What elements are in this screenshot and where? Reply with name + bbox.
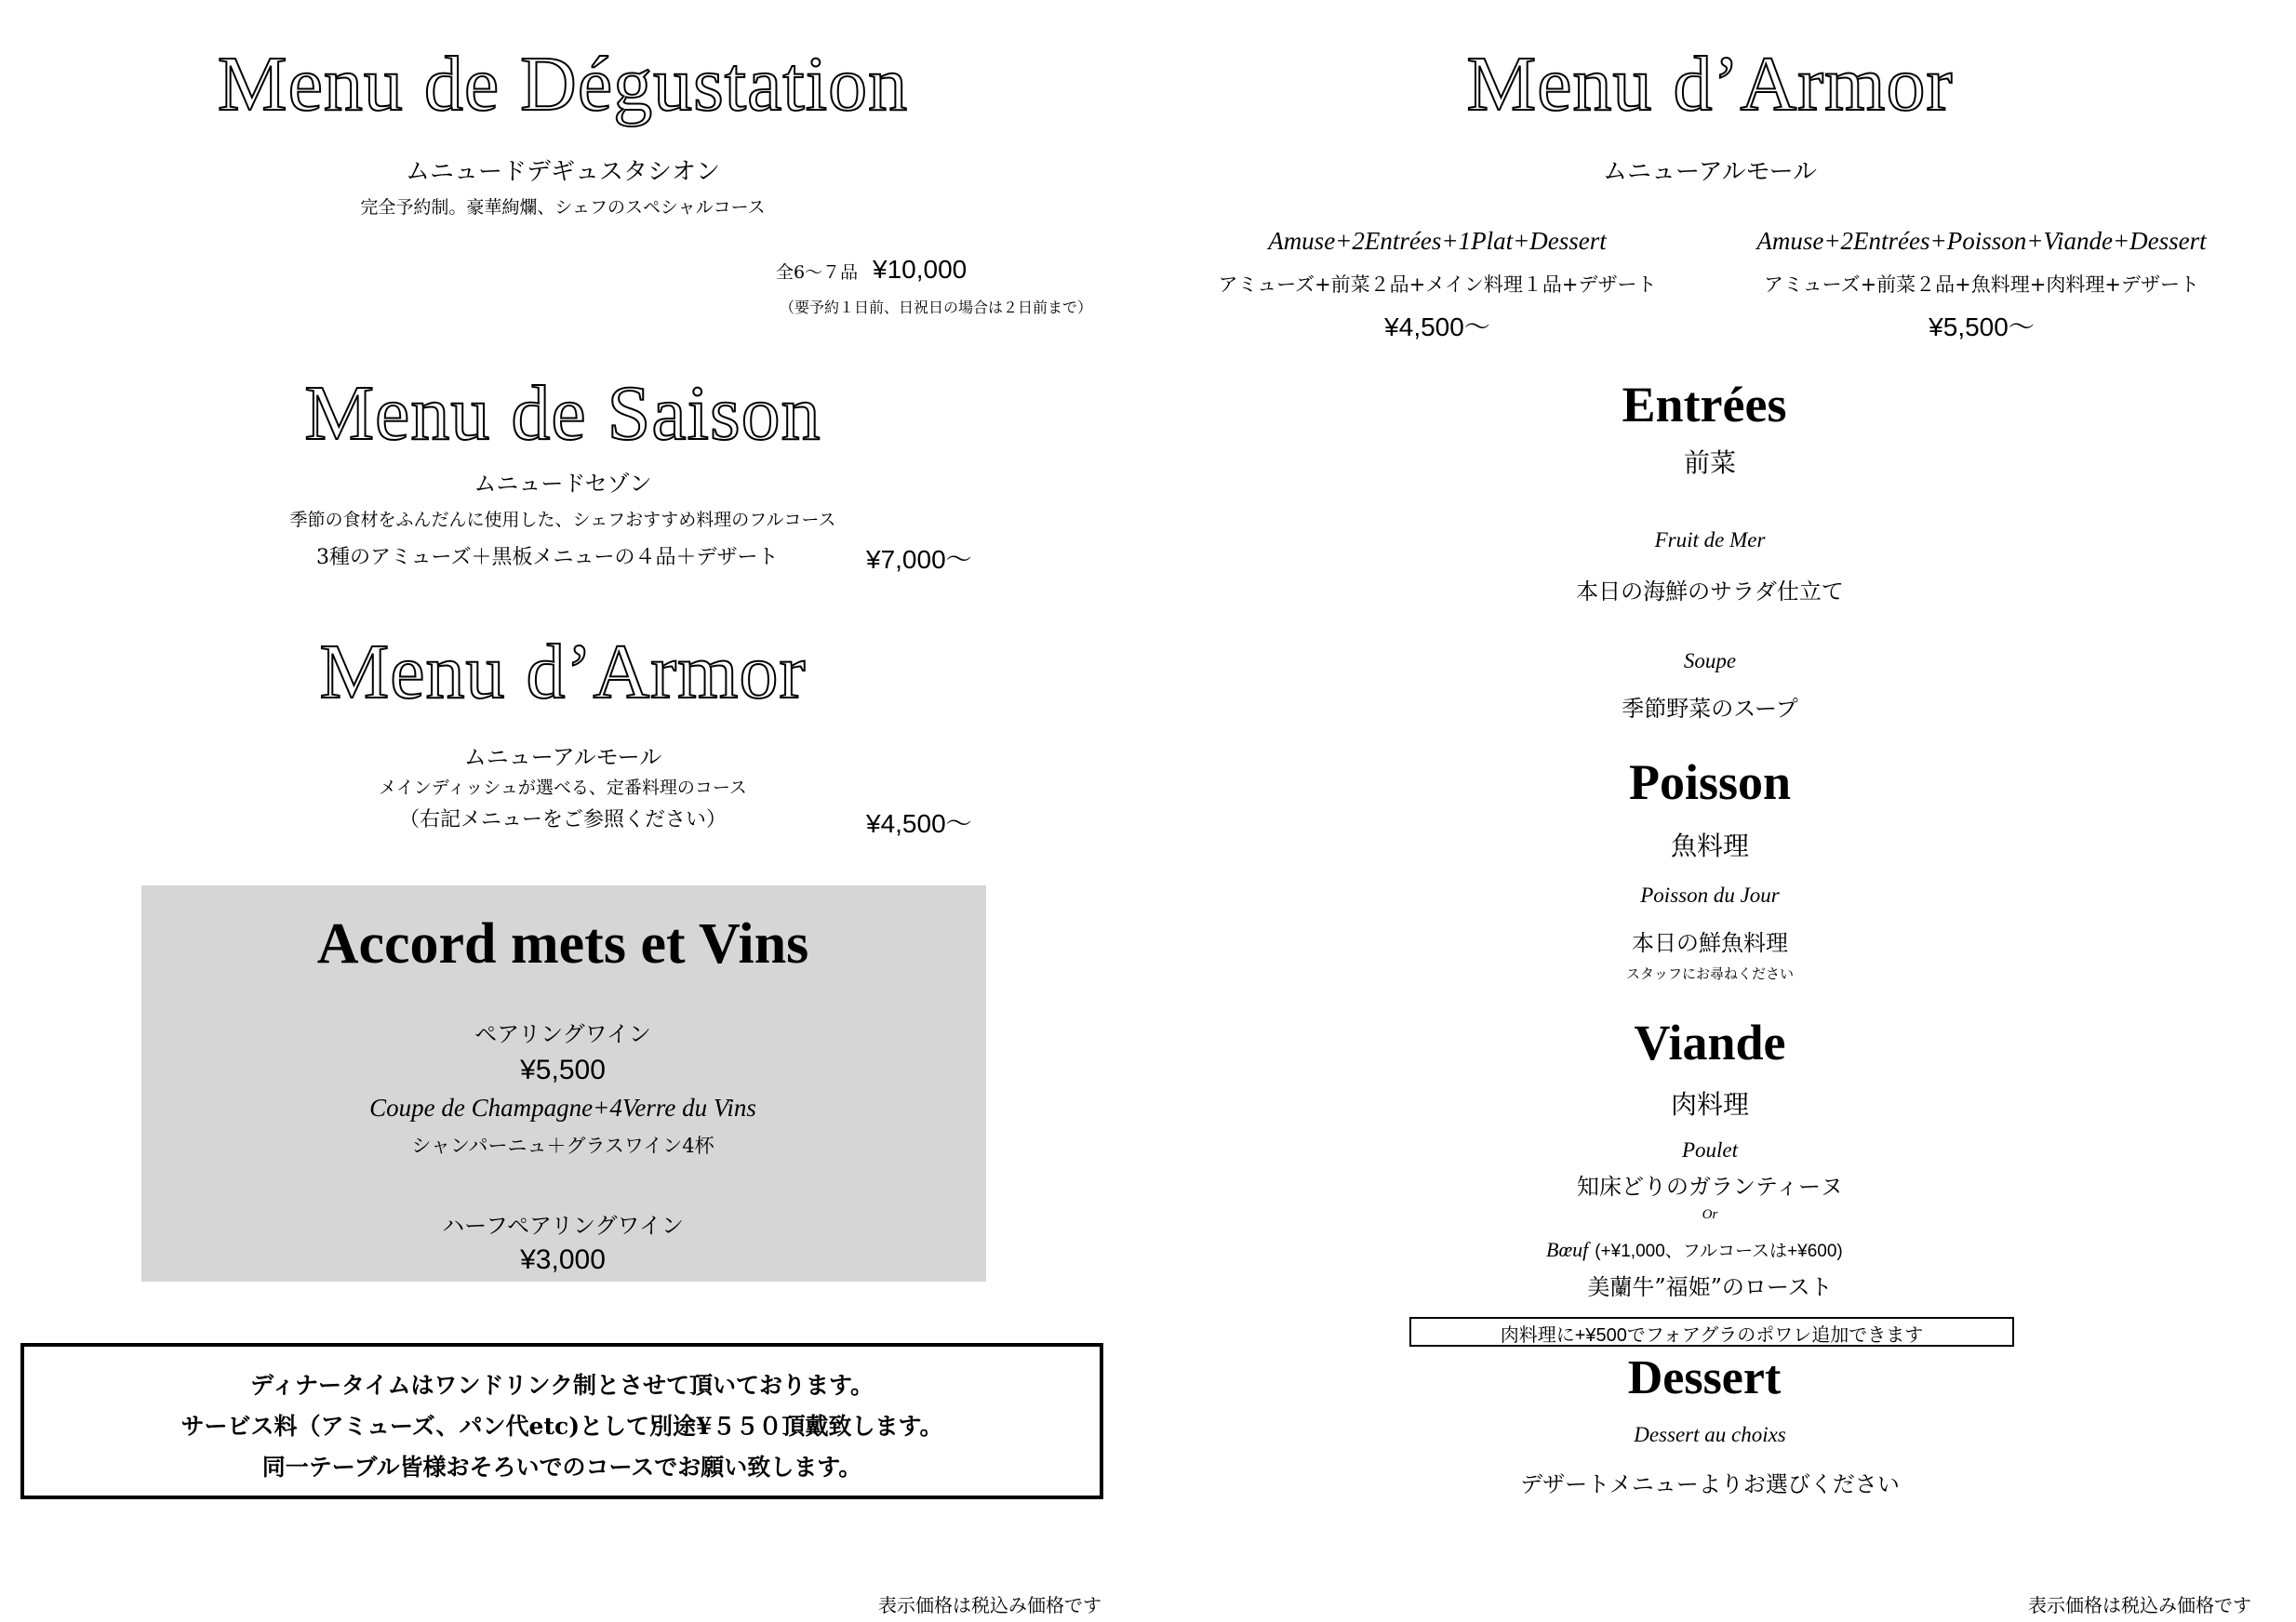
half-pairing-price: ¥3,000: [520, 1244, 606, 1275]
boeuf-line: [1546, 1237, 1843, 1262]
dessert-japanese: デザートメニューよりお選びください: [1520, 1471, 1900, 1497]
saison-desc: 季節の食材をふんだんに使用した、シェフおすすめ料理のフルコース: [289, 510, 836, 530]
saison-title: Menu de Saison: [304, 370, 821, 457]
dessert-french: Dessert au choixs: [1634, 1423, 1786, 1446]
pairing-label: ペアリングワイン: [474, 1021, 651, 1047]
saison-price: ¥7,000〜: [866, 545, 972, 574]
tax-note-right: 表示価格は税込み価格です: [2028, 1596, 2251, 1616]
option2-price: ¥5,500〜: [1929, 312, 2035, 341]
boeuf-note: (+¥1,000、フルコースは+¥600): [1595, 1242, 1843, 1261]
pairing-japanese: シャンパーニュ＋グラスワイン4杯: [411, 1135, 714, 1157]
notice-line-2: サービス料（アミューズ、パン代etc)として別途¥５５０頂戴致します。: [180, 1413, 943, 1440]
boeuf-dish: 美蘭牛”福姫”のロースト: [1587, 1274, 1833, 1300]
tax-note-left: 表示価格は税込み価格です: [878, 1596, 1101, 1616]
viande-japanese: 肉料理: [1670, 1089, 1750, 1120]
degustation-kana: ムニュードデギュスタシオン: [405, 158, 721, 186]
option1-japanese: アミューズ+前菜２品+メイン料理１品+デザート: [1218, 273, 1657, 296]
degustation-note: （要予約１日前、日祝日の場合は２日前まで）: [780, 299, 1093, 316]
entrees-title: Entrées: [1622, 377, 1787, 432]
degustation-price: ¥10,000: [873, 255, 968, 284]
poulet-label: Poulet: [1681, 1138, 1739, 1162]
option2-japanese: アミューズ+前菜２品+魚料理+肉料理+デザート: [1764, 273, 2199, 296]
foie-gras-note: 肉料理に+¥500でフォアグラのポワレ追加できます: [1500, 1325, 1924, 1346]
or-label: Or: [1702, 1207, 1718, 1222]
poisson-du-jour-label: Poisson du Jour: [1640, 884, 1780, 907]
dessert-title: Dessert: [1627, 1351, 1782, 1404]
option1-price: ¥4,500〜: [1384, 312, 1490, 341]
viande-title: Viande: [1634, 1015, 1786, 1070]
degustation-desc: 完全予約制。豪華絢爛、シェフのスペシャルコース: [360, 197, 766, 218]
soupe-label: Soupe: [1683, 649, 1737, 672]
soupe-dish: 季節野菜のスープ: [1622, 696, 1798, 722]
saison-course: 3種のアミューズ＋黒板メニューの４品＋デザート: [316, 546, 779, 569]
armor-price: ¥4,500〜: [866, 809, 972, 838]
armor-ref: （右記メニューをご参照ください）: [398, 808, 728, 831]
poisson-title: Poisson: [1628, 754, 1792, 810]
armor-title: Menu d’Armor: [319, 629, 807, 715]
accord-title: Accord mets et Vins: [316, 912, 809, 976]
degustation-title: Menu de Dégustation: [217, 41, 909, 127]
pairing-price: ¥5,500: [520, 1055, 606, 1085]
notice-line-3: 同一テーブル皆様おそろいでのコースでお願い致します。: [261, 1454, 862, 1481]
armor-kana: ムニューアルモール: [463, 744, 662, 770]
notice-line-1: ディナータイムはワンドリンク制とさせて頂いております。: [249, 1372, 874, 1399]
fruit-de-mer-dish: 本日の海鮮のサラダ仕立て: [1576, 578, 1844, 605]
half-pairing-label: ハーフペアリングワイン: [442, 1213, 684, 1239]
fruit-de-mer-label: Fruit de Mer: [1654, 528, 1766, 552]
entrees-japanese: 前菜: [1683, 447, 1737, 478]
poisson-japanese: 魚料理: [1670, 831, 1750, 861]
degustation-items: 全6〜７品: [776, 262, 859, 283]
option2-french: Amuse+2Entrées+Poisson+Viande+Dessert: [1756, 227, 2207, 255]
boeuf-label: Bœuf: [1546, 1238, 1589, 1261]
poulet-dish: 知床どりのガランティーヌ: [1576, 1174, 1844, 1200]
poisson-du-jour-dish: 本日の鮮魚料理: [1632, 930, 1788, 956]
saison-kana: ムニュードセゾン: [474, 471, 652, 497]
option1-french: Amuse+2Entrées+1Plat+Dessert: [1268, 227, 1607, 255]
poisson-note: スタッフにお尋ねください: [1625, 965, 1795, 982]
right-armor-title: Menu d’Armor: [1466, 41, 1954, 127]
armor-desc: メインディッシュが選べる、定番料理のコース: [379, 778, 747, 798]
right-armor-kana: ムニューアルモール: [1602, 158, 1818, 186]
pairing-french: Coupe de Champagne+4Verre du Vins: [369, 1094, 756, 1122]
